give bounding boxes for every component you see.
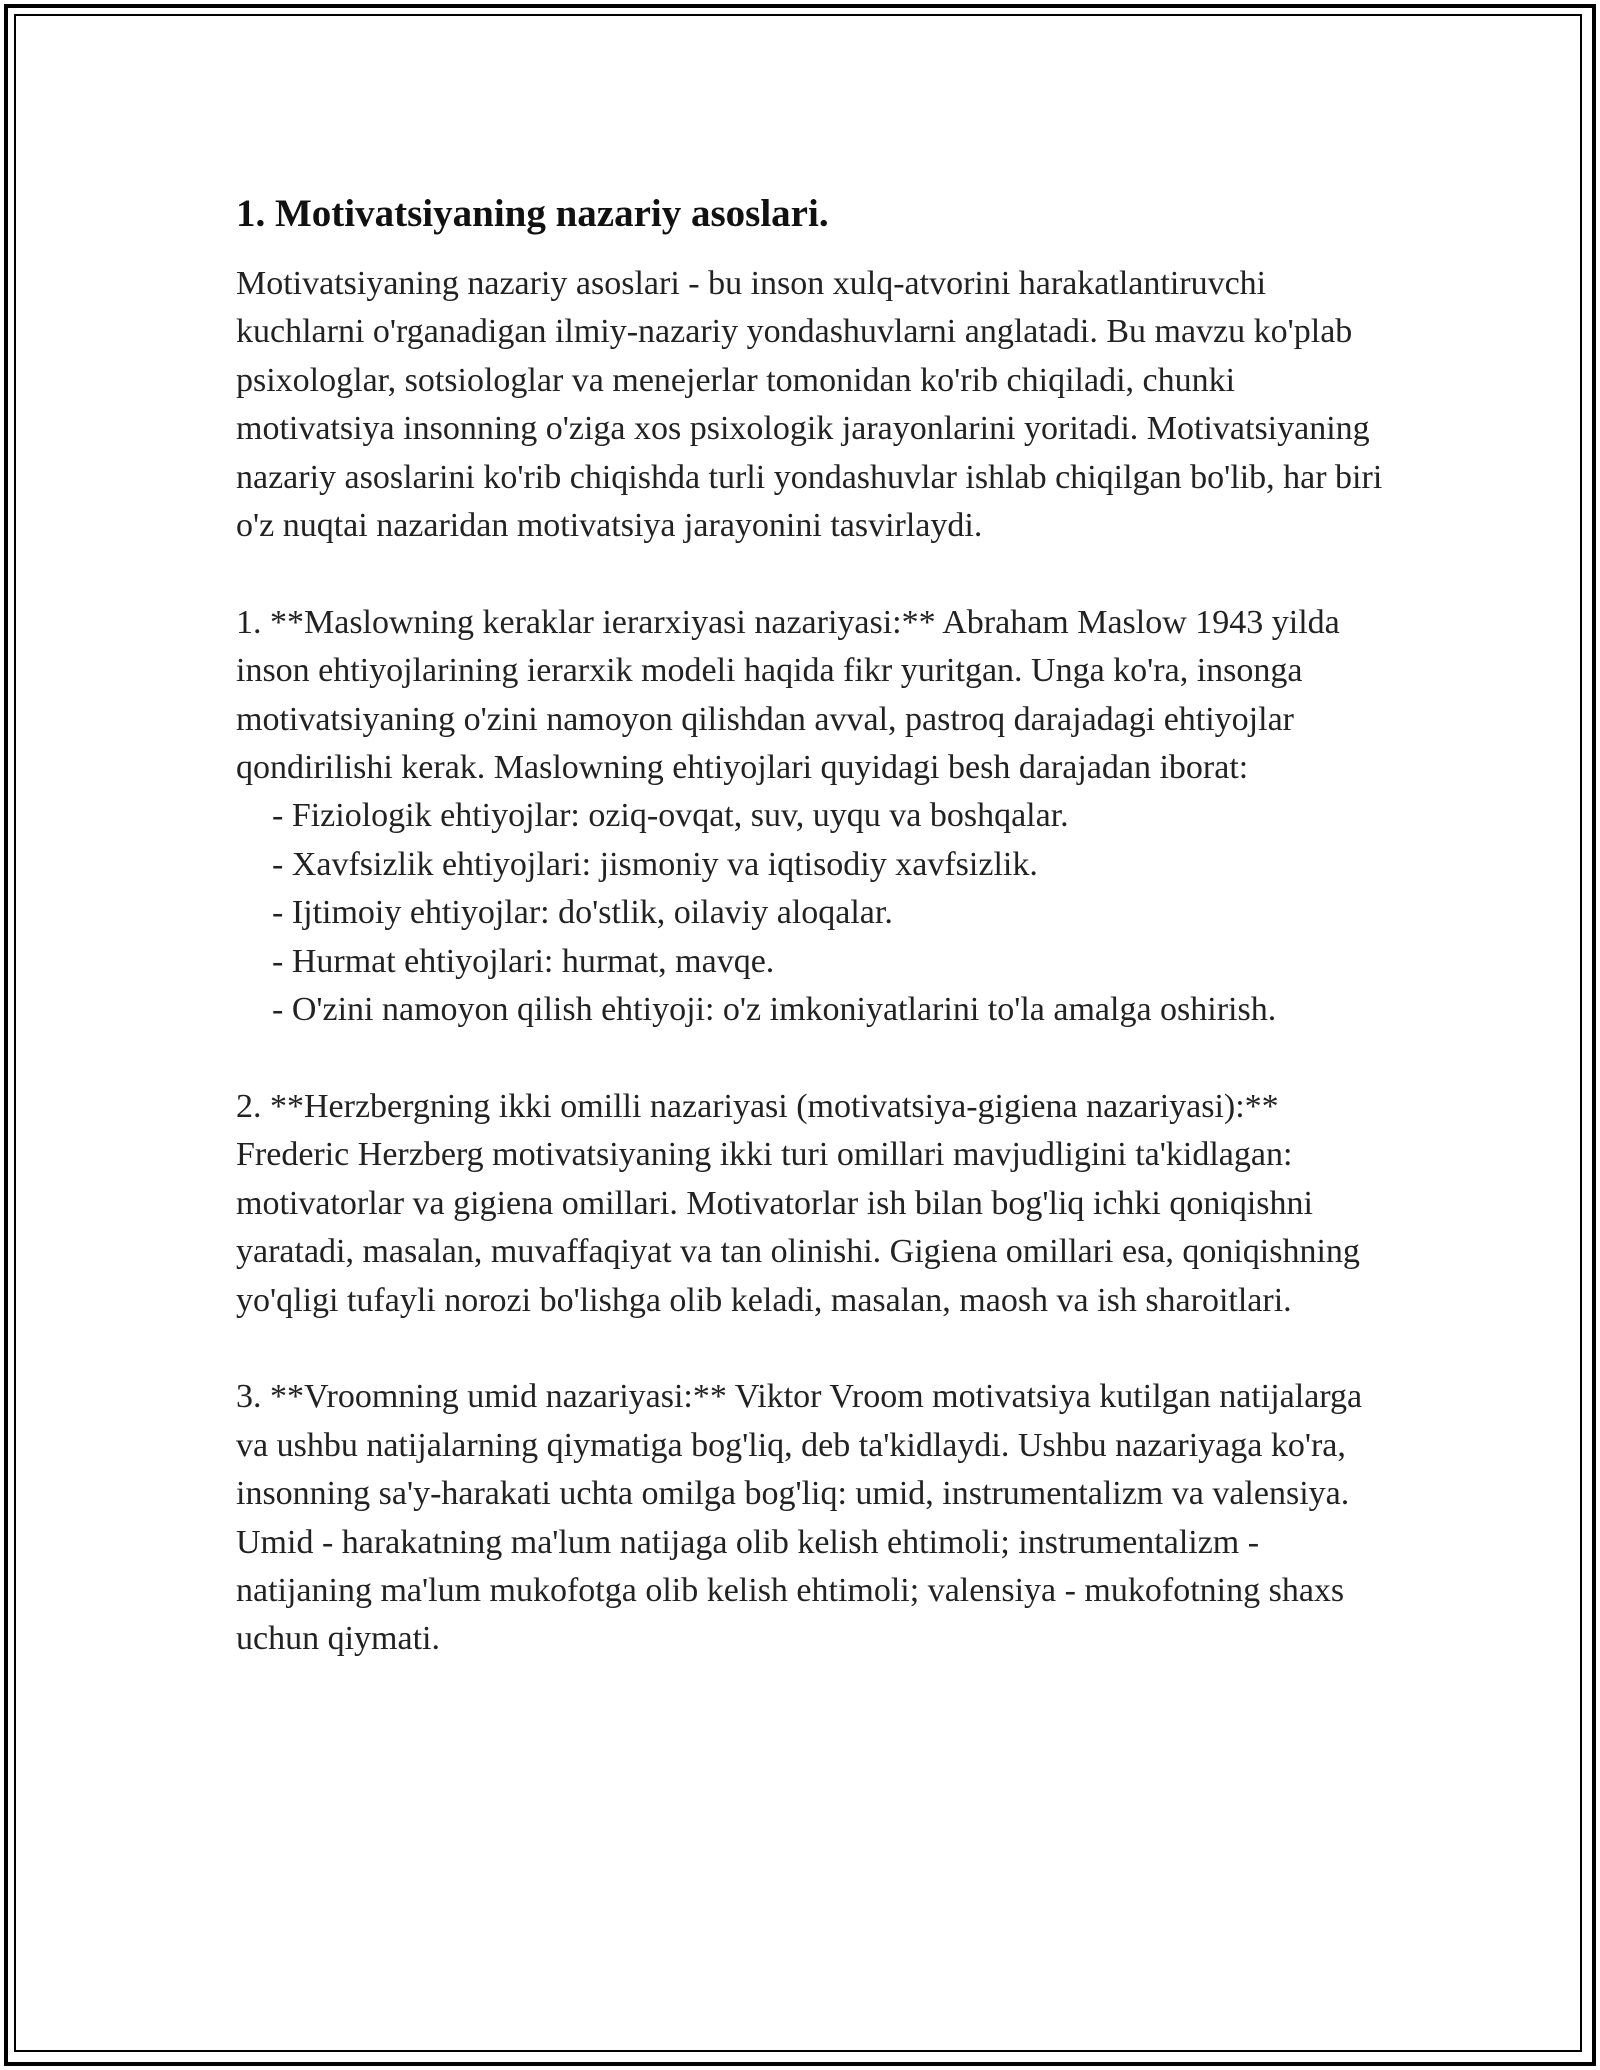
section-maslow-paragraph: 1. **Maslowning keraklar ierarxiyasi nazariyasi:** Abraham Maslow 1943 yilda inson ehtiyojlarining ierarxik modeli haqida fikr yuritgan. Unga ko'ra, insonga motivatsiyaning o'zini namoyon qilishdan avval, pastroq darajadagi ehtiyojlar qondirilishi kerak. Maslowning ehtiyojlari quyidagi besh darajadan iborat: (236, 603, 1340, 787)
list-item: - Fiziologik ehtiyojlar: oziq-ovqat, suv, uyqu va boshqalar. (272, 797, 1069, 835)
document-page (236, 188, 1386, 1664)
intro-paragraph: Motivatsiyaning nazariy asoslari - bu inson xulq-atvorini harakatlantiruvchi kuchlarni o'rganadigan ilmiy-nazariy yondashuvlarni anglatadi. Bu mavzu ko'plab psixologlar, sotsiologlar va menejerlar tomonidan ko'rib chiqiladi, chunki motivatsiya insonning o'ziga xos psixologik jarayonlarini yoritadi. Motivatsiyaning nazariy asoslarini ko'rib chiqishda turli yondashuvlar ishlab chiqilgan bo'lib, har biri o'z nuqtai nazaridan motivatsiya jarayonini tasvirlaydi. (236, 265, 1383, 545)
paragraph-gap (236, 550, 1386, 598)
paragraph-gap (236, 1325, 1386, 1373)
list-item: - Hurmat ehtiyojlari: hurmat, mavqe. (272, 942, 775, 980)
paragraph-gap (236, 1034, 1386, 1082)
list-item: - Ijtimoiy ehtiyojlar: do'stlik, oilaviy aloqalar. (272, 894, 893, 932)
section-herzberg-paragraph: 2. **Herzbergning ikki omilli nazariyasi (motivatsiya-gigiena nazariyasi):** Frederic Herzberg motivatsiyaning ikki turi omillari mavjudligini ta'kidlagan: motivatorlar va gigiena omillari. Motivatorlar ish bilan bog'liq ichki qoniqishni yaratadi, masalan, muvaffaqiyat va tan olinishi. Gigiena omillari esa, qoniqishning yo'qligi tufayli norozi bo'lishga olib keladi, masalan, maosh va ish sharoitlari. (236, 1087, 1360, 1319)
document-title: 1. Motivatsiyaning nazariy asoslari. (236, 192, 829, 235)
section-vroom-paragraph: 3. **Vroomning umid nazariyasi:** Viktor Vroom motivatsiya kutilgan natijalarga va ushbu natijalarning qiymatiga bog'liq, deb ta'kidlaydi. Ushbu nazariyaga ko'ra, insonning sa'y-harakati uchta omilga bog'liq: umid, instrumentalizm va valensiya. Umid - harakatning ma'lum natijaga olib kelish ehtimoli; instrumentalizm - natijaning ma'lum mukofotga olib kelish ehtimoli; valensiya - mukofotning shaxs uchun qiymati. (236, 1378, 1363, 1658)
list-item: - Xavfsizlik ehtiyojlari: jismoniy va iqtisodiy xavfsizlik. (272, 845, 1038, 883)
list-item: - O'zini namoyon qilish ehtiyoji: o'z imkoniyatlarini to'la amalga oshirish. (272, 991, 1277, 1029)
